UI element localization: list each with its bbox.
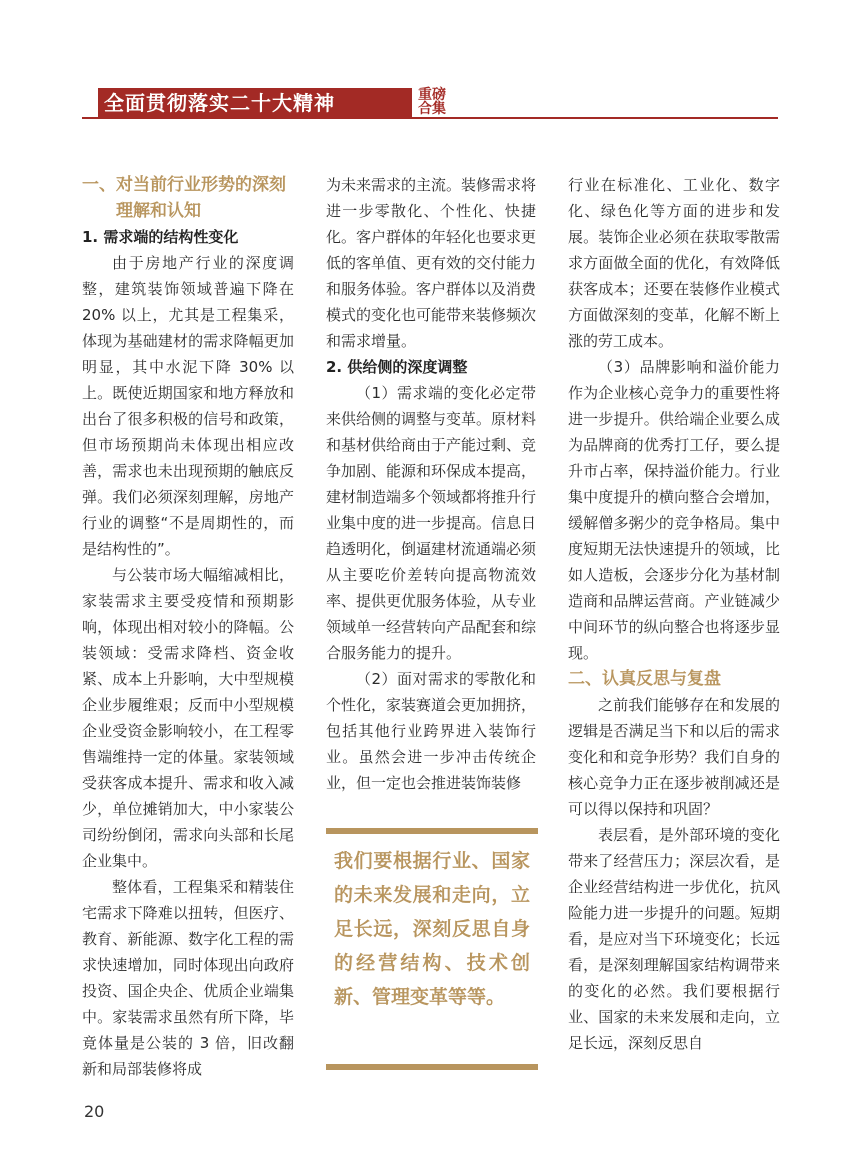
header-tag: 重磅 合集 <box>418 87 446 117</box>
paragraph: （2）面对需求的零散化和个性化，家装赛道会更加拥挤，包括其他行业跨界进入装饰行业。虽然会进一步冲击传统企业，但一定也会推进装饰装修 <box>326 670 537 792</box>
page-number: 20 <box>84 1102 105 1121</box>
quote-rule-top <box>326 828 538 834</box>
section-heading-2: 二、认真反思与复盘 <box>568 669 721 689</box>
page-header <box>82 86 778 120</box>
section-heading-1-cont: 理解和认知 <box>116 201 201 221</box>
pull-quote-text: 我们要根据行业、国家的未来发展和走向，立足长远，深刻反思自身的经营结构、技术创新、管理变革等等。 <box>334 850 530 1008</box>
subheading-supply: 2. 供给侧的深度调整 <box>326 358 468 376</box>
pull-quote <box>326 828 538 1072</box>
paragraph: 表层看，是外部环境的变化带来了经营压力；深层次看，是企业经营结构进一步优化，抗风险能力进一步提升的问题。短期看，是应对当下环境变化；长远看，是深刻理解国家结构调带来的变化的必然。我们要根据行业、国家的未来发展和走向，立足长远，深刻反思自 <box>568 826 780 1052</box>
paragraph: （1）需求端的变化必定带来供给侧的调整与变革。原材料和基材供给商由于产能过剩、竞争加剧、能源和环保成本提高，建材制造端多个领域都将推升行业集中度的进一步提高。信息日趋透明化，倒逼建材流通端必须从主要吃价差转向提高物流效率、提供更优服务体验，从专业领域单一经营转向产品配套和综合服务能力的提升。 <box>326 384 537 662</box>
header-title: 全面贯彻落实二十大精神 <box>98 88 412 118</box>
paragraph: 行业在标准化、工业化、数字化、绿色化等方面的进步和发展。装饰企业必须在获取零散需求方面做全面的优化，有效降低获客成本；还要在装修作业模式方面做深刻的变革，化解不断上涨的劳工成本。 <box>568 176 780 350</box>
column-1 <box>82 172 294 1082</box>
subheading-demand: 1. 需求端的结构性变化 <box>82 228 239 246</box>
column-3 <box>568 172 780 1056</box>
quote-rule-bottom <box>326 1064 538 1070</box>
header-rule <box>82 117 778 119</box>
paragraph: 与公装市场大幅缩减相比，家装需求主要受疫情和预期影响，体现出相对较小的降幅。公装领域：受需求降档、资金收紧、成本上升影响，大中型规模企业步履维艰；反而中小型规模企业受资金影响较小，在工程零售端维持一定的体量。家装领域受获客成本提升、需求和收入减少，单位摊销加大，中小家装公司纷纷倒闭，需求向头部和长尾企业集中。 <box>82 566 294 870</box>
paragraph: （3）品牌影响和溢价能力作为企业核心竞争力的重要性将进一步提升。供给端企业要么成为品牌商的优秀打工仔，要么提升市占率，保持溢价能力。行业集中度提升的横向整合会增加，缓解僧多粥少的竞争格局。集中度短期无法快速提升的领域，比如人造板，会逐步分化为基材制造商和品牌运营商。产业链减少中间环节的纵向整合也将逐步显现。 <box>568 358 780 662</box>
paragraph: 为未来需求的主流。装修需求将进一步零散化、个性化、快捷化。客户群体的年轻化也要求更低的客单值、更有效的交付能力和服务体验。客户群体以及消费模式的变化也可能带来装修频次和需求增量。 <box>326 176 537 350</box>
section-heading-1: 一、对当前行业形势的深刻 <box>82 175 286 195</box>
paragraph: 之前我们能够存在和发展的逻辑是否满足当下和以后的需求变化和和竞争形势？我们自身的核心竞争力正在逐步被削减还是可以得以保持和巩固？ <box>568 696 780 818</box>
column-2 <box>326 172 536 796</box>
paragraph: 由于房地产行业的深度调整，建筑装饰领域普遍下降在20% 以上，尤其是工程集采，体现为基础建材的需求降幅更加明显，其中水泥下降 30% 以上。既使近期国家和地方释放和出台了很多积极的信号和政策，但市场预期尚未体现出相应改善，需求也未出现预期的触底反弹。我们必须深刻理解，房地产行业的调整“不是周期性的，而是结构性的”。 <box>82 254 294 558</box>
paragraph: 整体看，工程集采和精装住宅需求下降难以扭转，但医疗、教育、新能源、数字化工程的需求快速增加，同时体现出向政府投资、国企央企、优质企业端集中。家装需求虽然有所下降，毕竟体量是公装的 3 倍，旧改翻新和局部装修将成 <box>82 878 294 1078</box>
